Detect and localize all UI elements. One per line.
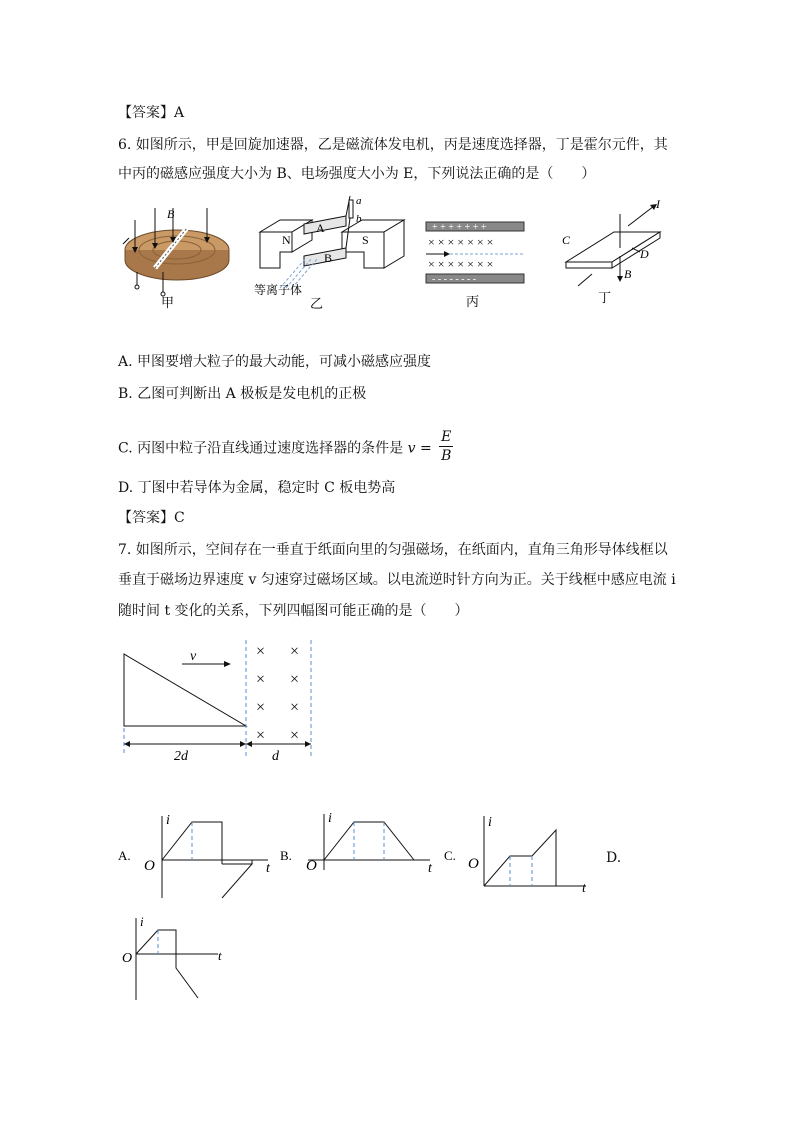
label-I: I (656, 197, 660, 211)
origin-O: O (144, 858, 155, 874)
q6-stem-line2: 中丙的磁感应强度大小为 B、电场强度大小为 E，下列说法正确的是（ ） (118, 166, 596, 182)
svg-text:×: × (290, 671, 300, 688)
figure-velocity-selector (420, 218, 532, 310)
q6-option-C (118, 430, 453, 467)
axis-i: i (166, 813, 170, 828)
label-B: B (167, 207, 175, 221)
q6-option-C-v: v = (407, 440, 432, 457)
label-b: b (356, 213, 362, 225)
figure-cyclotron (115, 200, 240, 310)
fraction-num: E (441, 429, 452, 445)
label-S: S (362, 233, 369, 247)
axis-i: i (328, 811, 332, 826)
axis-t: t (266, 861, 270, 876)
q7-stem-line1: 7. 如图所示，空间存在一垂直于纸面向里的匀强磁场，在纸面内，直角三角形导体线框以 (118, 542, 668, 558)
q7-stem-line3: 随时间 t 变化的关系，下列四幅图可能正确的是（ ） (118, 603, 469, 619)
q6-option-C-text: C. 丙图中粒子沿直线通过速度选择器的条件是 (118, 440, 404, 457)
q6-option-D: D. 丁图中若导体为金属，稳定时 C 板电势高 (118, 480, 396, 496)
q6-option-B: B. 乙图可判断出 A 极板是发电机的正极 (118, 386, 367, 402)
label-a: a (356, 195, 362, 207)
svg-text:× × × × × × ×: × × × × × × × (428, 235, 494, 249)
caption-bing: 丙 (466, 294, 480, 309)
graph-C-label: C. (444, 848, 456, 863)
svg-text:×: × (256, 699, 266, 716)
label-2d: 2d (174, 749, 188, 764)
q6-answer: 【答案】C (118, 510, 185, 526)
graph-D-label: D. (606, 850, 622, 866)
label-plate-B: B (324, 251, 333, 265)
figure-mhd-generator (250, 192, 410, 310)
label-v: v (190, 649, 197, 664)
label-D: D (640, 247, 649, 261)
svg-text:× × × × × × ×: × × × × × × × (428, 257, 494, 271)
graph-B-label: B. (280, 848, 292, 863)
graph-A (118, 810, 278, 902)
answer-5: 【答案】A (118, 105, 185, 121)
svg-text:×: × (256, 727, 266, 744)
label-d: d (272, 749, 279, 764)
svg-text:×: × (290, 727, 300, 744)
origin-O: O (122, 951, 133, 966)
q7-stem-line2: 垂直于磁场边界速度 v 匀速穿过磁场区域。以电流逆时针方向为正。关于线框中感应电流 i (118, 572, 676, 588)
axis-i: i (488, 815, 492, 830)
graph-D (118, 914, 228, 1004)
svg-text:×: × (256, 671, 266, 688)
axis-t: t (582, 881, 586, 896)
label-B-hall: B (624, 267, 632, 281)
q6-stem-line1: 6. 如图所示，甲是回旋加速器，乙是磁流体发电机，丙是速度选择器，丁是霍尔元件，其 (118, 137, 668, 153)
q6-option-A: A. 甲图要增大粒子的最大动能，可减小磁感应强度 (118, 354, 432, 370)
svg-text:×: × (290, 699, 300, 716)
label-plasma: 等离子体 (254, 283, 303, 297)
graph-C (444, 812, 604, 896)
label-plate-A: A (316, 221, 325, 235)
q6-option-C-fraction (439, 428, 453, 465)
origin-O: O (468, 856, 479, 872)
caption-jia: 甲 (161, 295, 175, 310)
figure-triangle-field (118, 636, 318, 766)
fraction-den: B (441, 448, 452, 464)
caption-ding: 丁 (598, 290, 612, 305)
svg-text:×: × (256, 643, 266, 660)
svg-text:+ + + + + + +: + + + + + + + (432, 222, 487, 233)
label-C: C (562, 233, 571, 247)
axis-t: t (428, 861, 432, 876)
graph-B (280, 810, 440, 902)
graph-A-label: A. (118, 848, 131, 863)
axis-t: t (218, 948, 222, 963)
axis-i: i (140, 914, 144, 929)
origin-O: O (306, 858, 317, 874)
svg-text:- - - - - - - -: - - - - - - - - (432, 274, 477, 285)
figure-hall-element (558, 196, 668, 308)
svg-text:×: × (290, 643, 300, 660)
caption-yi: 乙 (310, 296, 324, 310)
label-N: N (282, 233, 291, 247)
